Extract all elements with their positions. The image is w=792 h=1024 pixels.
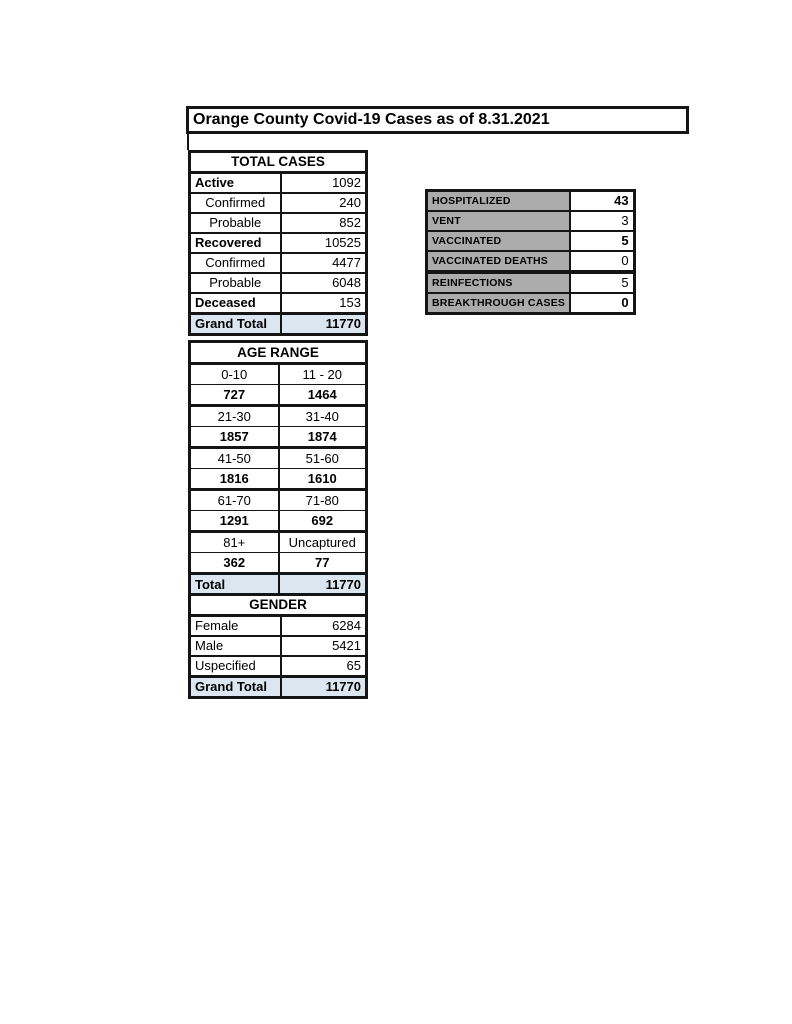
title-connector-line <box>187 134 189 150</box>
age-bucket-label: 81+ <box>190 532 279 553</box>
age-label-row <box>190 364 367 385</box>
row-value: 5 <box>570 231 634 251</box>
age-label-row <box>190 532 367 553</box>
age-bucket-label: 21-30 <box>190 406 279 427</box>
table-row <box>427 272 635 293</box>
age-value-row <box>190 469 367 490</box>
age-bucket-label: 11 - 20 <box>279 364 367 385</box>
age-bucket-label: 61-70 <box>190 490 279 511</box>
row-label: VACCINATED <box>427 231 571 251</box>
age-bucket-value: 362 <box>190 553 279 574</box>
row-label: Recovered <box>190 233 281 253</box>
row-value: 6048 <box>281 273 367 293</box>
table-header-row <box>190 342 367 364</box>
gender-header: GENDER <box>190 595 367 616</box>
table-row <box>190 616 367 637</box>
row-value: 0 <box>570 251 634 272</box>
table-row <box>427 293 635 314</box>
age-label-row <box>190 406 367 427</box>
row-value: 5421 <box>281 636 367 656</box>
total-cases-table <box>188 150 368 336</box>
row-label: Male <box>190 636 281 656</box>
age-bucket-value: 77 <box>279 553 367 574</box>
table-row <box>190 656 367 677</box>
total-cases-header: TOTAL CASES <box>190 152 367 173</box>
row-label: Active <box>190 173 281 194</box>
table-row <box>190 293 367 314</box>
gender-table <box>188 593 368 699</box>
row-value: 10525 <box>281 233 367 253</box>
row-label: Probable <box>190 213 281 233</box>
age-bucket-value: 1291 <box>190 511 279 532</box>
table-row <box>190 233 367 253</box>
age-value-row <box>190 511 367 532</box>
row-value: 43 <box>570 191 634 212</box>
table-row <box>190 213 367 233</box>
age-value-row <box>190 385 367 406</box>
row-label: Grand Total <box>190 314 281 335</box>
age-label-row <box>190 490 367 511</box>
row-value: 11770 <box>281 314 367 335</box>
table-row <box>427 231 635 251</box>
grand-total-row <box>190 677 367 698</box>
table-header-row <box>190 595 367 616</box>
age-bucket-value: 1610 <box>279 469 367 490</box>
row-value: 6284 <box>281 616 367 637</box>
row-label: Total <box>190 574 279 596</box>
age-bucket-value: 1816 <box>190 469 279 490</box>
age-bucket-value: 727 <box>190 385 279 406</box>
table-row <box>190 193 367 213</box>
row-value: 11770 <box>281 677 367 698</box>
table-row <box>427 251 635 272</box>
row-value: 0 <box>570 293 634 314</box>
age-bucket-label: Uncaptured <box>279 532 367 553</box>
row-value: 5 <box>570 272 634 293</box>
row-value: 11770 <box>279 574 367 596</box>
row-label: BREAKTHROUGH CASES <box>427 293 571 314</box>
row-value: 852 <box>281 213 367 233</box>
row-label: HOSPITALIZED <box>427 191 571 212</box>
age-bucket-label: 41-50 <box>190 448 279 469</box>
table-row <box>190 253 367 273</box>
age-bucket-value: 692 <box>279 511 367 532</box>
report-title-box <box>186 106 689 134</box>
age-range-table <box>188 340 368 597</box>
age-range-header: AGE RANGE <box>190 342 367 364</box>
age-bucket-value: 1874 <box>279 427 367 448</box>
row-label: Confirmed <box>190 253 281 273</box>
row-label: Probable <box>190 273 281 293</box>
row-label: Female <box>190 616 281 637</box>
row-label: Uspecified <box>190 656 281 677</box>
row-label: VACCINATED DEATHS <box>427 251 571 272</box>
row-value: 3 <box>570 211 634 231</box>
page-title: Orange County Covid-19 Cases as of 8.31.2021 <box>193 111 550 128</box>
age-bucket-value: 1857 <box>190 427 279 448</box>
table-row <box>190 173 367 194</box>
row-label: Grand Total <box>190 677 281 698</box>
grand-total-row <box>190 314 367 335</box>
row-label: VENT <box>427 211 571 231</box>
age-value-row <box>190 553 367 574</box>
row-value: 4477 <box>281 253 367 273</box>
table-row <box>427 191 635 212</box>
row-label: REINFECTIONS <box>427 272 571 293</box>
age-value-row <box>190 427 367 448</box>
row-label: Confirmed <box>190 193 281 213</box>
row-value: 65 <box>281 656 367 677</box>
row-label: Deceased <box>190 293 281 314</box>
age-bucket-label: 31-40 <box>279 406 367 427</box>
row-value: 153 <box>281 293 367 314</box>
age-bucket-label: 51-60 <box>279 448 367 469</box>
table-row <box>190 273 367 293</box>
table-header-row <box>190 152 367 173</box>
age-bucket-value: 1464 <box>279 385 367 406</box>
stats-table <box>425 189 636 315</box>
row-value: 240 <box>281 193 367 213</box>
age-bucket-label: 71-80 <box>279 490 367 511</box>
row-value: 1092 <box>281 173 367 194</box>
age-bucket-label: 0-10 <box>190 364 279 385</box>
table-row <box>427 211 635 231</box>
table-row <box>190 636 367 656</box>
age-label-row <box>190 448 367 469</box>
